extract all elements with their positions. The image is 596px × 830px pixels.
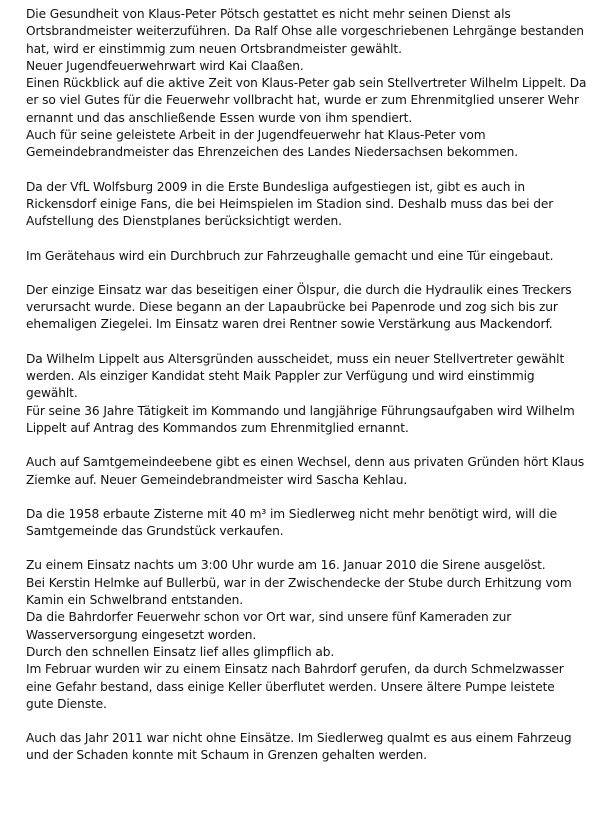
text-line: Für seine 36 Jahre Tätigkeit im Kommando und langjährige Führungsaufgaben wird Wilhelm <box>26 403 575 418</box>
text-line: Im Gerätehaus wird ein Durchbruch zur Fahrzeughalle gemacht und eine Tür eingebaut. <box>26 248 554 263</box>
text-line: er so viel Gutes für die Feuerwehr vollbracht hat, wurde er zum Ehrenmitglied unserer Wehr <box>26 93 579 108</box>
paragraph <box>26 557 586 713</box>
text-line: hat, wird er einstimmig zum neuen Ortsbrandmeister gewählt. <box>26 41 402 56</box>
text-line: Kamin ein Schwelbrand entstanden. <box>26 593 244 608</box>
text-line: Lippelt auf Antrag des Kommandos zum Ehrenmitglied ernannt. <box>26 420 409 435</box>
text-line: Da Wilhelm Lippelt aus Altersgründen ausscheidet, muss ein neuer Stellvertreter gewählt <box>26 351 565 366</box>
text-line: eine Gefahr bestand, dass einige Keller überflutet werden. Unsere ältere Pumpe leistete <box>26 679 555 694</box>
text-line: Wasserversorgung eingesetzt worden. <box>26 627 257 642</box>
text-line: werden. Als einziger Kandidat steht Maik Pappler zur Verfügung und wird einstimmig <box>26 369 535 384</box>
text-line: Gemeindebrandmeister das Ehrenzeichen des Landes Niedersachsen bekommen. <box>26 145 519 160</box>
text-line: Der einzige Einsatz war das beseitigen einer Ölspur, die durch die Hydraulik eines Treckers <box>26 282 572 297</box>
paragraph <box>26 454 586 489</box>
text-line: Durch den schnellen Einsatz lief alles glimpflich ab. <box>26 644 335 659</box>
paragraph <box>26 506 586 541</box>
text-line: Auch auf Samtgemeindeebene gibt es einen Wechsel, denn aus privaten Gründen hört Klaus <box>26 455 585 470</box>
text-line: Da die 1958 erbaute Zisterne mit 40 m³ im Siedlerweg nicht mehr benötigt wird, will die <box>26 506 558 521</box>
text-line: gewählt. <box>26 386 78 401</box>
paragraph <box>26 179 586 231</box>
text-line: Auch das Jahr 2011 war nicht ohne Einsätze. Im Siedlerweg qualmt es aus einem Fahrzeug <box>26 731 572 746</box>
text-line: Zu einem Einsatz nachts um 3:00 Uhr wurde am 16. Januar 2010 die Sirene ausgelöst. <box>26 558 546 573</box>
text-line: Die Gesundheit von Klaus-Peter Pötsch gestattet es nicht mehr seinen Dienst als <box>26 7 511 21</box>
text-line: Einen Rückblick auf die aktive Zeit von Klaus-Peter gab sein Stellvertreter Wilhelm Lippelt. Da <box>26 76 587 91</box>
paragraph <box>26 6 586 162</box>
paragraph <box>26 730 586 765</box>
text-line: Aufstellung des Dienstplanes berücksichtigt werden. <box>26 214 342 229</box>
text-line: Neuer Jugendfeuerwehrwart wird Kai Claaßen. <box>26 58 304 73</box>
text-line: gute Dienste. <box>26 696 107 711</box>
text-line: verursacht wurde. Diese begann an der Lapaubrücke bei Papenrode und zog sich bis zur <box>26 300 558 315</box>
text-line: Auch für seine geleistete Arbeit in der Jugendfeuerwehr hat Klaus-Peter vom <box>26 128 486 143</box>
text-line: Ortsbrandmeister weiterzuführen. Da Ralf Ohse alle vorgeschriebenen Lehrgänge bestanden <box>26 24 584 39</box>
text-line: Rickensdorf einige Fans, die bei Heimspielen im Stadion sind. Deshalb muss das bei der <box>26 196 554 211</box>
document-page <box>26 6 586 782</box>
text-line: Samtgemeinde das Grundstück verkaufen. <box>26 524 284 539</box>
text-line: Im Februar wurden wir zu einem Einsatz nach Bahrdorf gerufen, da durch Schmelzwasser <box>26 662 564 677</box>
text-line: Da der VfL Wolfsburg 2009 in die Erste Bundesliga aufgestiegen ist, gibt es auch in <box>26 179 526 194</box>
paragraph <box>26 248 586 265</box>
text-line: und der Schaden konnte mit Schaum in Grenzen gehalten werden. <box>26 748 427 763</box>
paragraph <box>26 282 586 334</box>
text-line: Da die Bahrdorfer Feuerwehr schon vor Ort war, sind unsere fünf Kameraden zur <box>26 610 512 625</box>
text-line: ehemaligen Ziegelei. Im Einsatz waren drei Rentner sowie Verstärkung aus Mackendorf. <box>26 317 553 332</box>
text-line: ernannt und das anschließende Essen wurde von ihm spendiert. <box>26 110 413 125</box>
paragraph <box>26 351 586 437</box>
text-line: Ziemke auf. Neuer Gemeindebrandmeister wird Sascha Kehlau. <box>26 472 408 487</box>
text-line: Bei Kerstin Helmke auf Bullerbü, war in der Zwischendecke der Stube durch Erhitzung vom <box>26 575 572 590</box>
